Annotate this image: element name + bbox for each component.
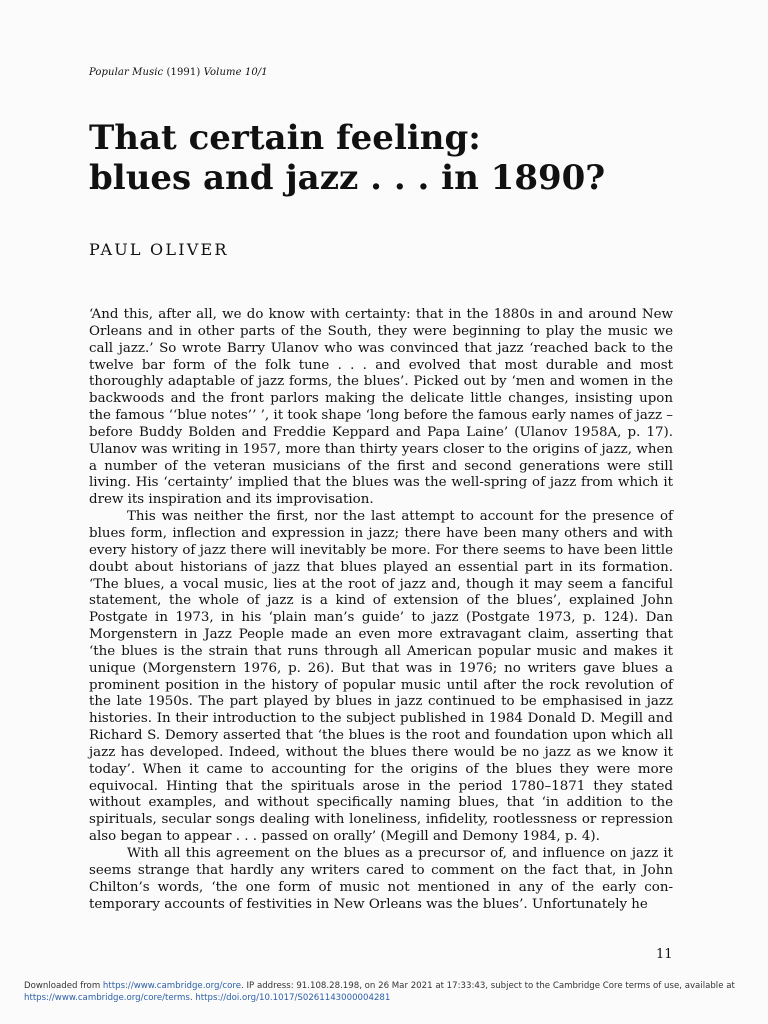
article-title — [89, 118, 689, 198]
footer-middle: . IP address: 91.108.28.198, on 26 Mar 2021 at 17:33:43, subject to the Cambridge Core terms of use, available at — [241, 981, 735, 991]
download-footer — [24, 980, 764, 1004]
journal-issue: (1991) — [166, 67, 201, 78]
paragraph-3: With all this agreement on the blues as a precursor of, and influence on jazz it seems strange that hardly any writers cared to comment on the fact that, in John Chilton’s words, ‘the one form of music not mentioned in any of the early con-temporary accounts of festivities in New Orleans was the blues’. Unfortunately he — [89, 846, 673, 912]
title-line-1: That certain feeling: — [89, 118, 481, 158]
footer-separator: . — [189, 993, 196, 1003]
footer-prefix: Downloaded from — [24, 981, 103, 991]
author-name: PAUL OLIVER — [89, 240, 229, 259]
journal-header — [89, 67, 268, 78]
paragraph-1: ‘And this, after all, we do know with certainty: that in the 1880s in and around New Orleans and in other parts of the South, they were beginning to play the music we call jazz.’ So wrote Barry Ulanov who was convinced that jazz ‘reached back to the twelve bar form of the folk tune . . . and evolved that most durable and most thoroughly adaptable of jazz forms, the blues’. Picked out by ‘men and women in the backwoods and the front parlors making the delicate little changes, insisting upon the famous ‘‘blue notes’’ ’, it took shape ‘long before the famous early names of jazz – before Buddy Bolden and Freddie Keppard and Papa Laine’ (Ulanov 1958A, p. 17). Ulanov was writing in 1957, more than thirty years closer to the origins of jazz, when a number of the veteran musicians of the first and second generations were still living. His ‘certainty’ implied that the blues was the well-spring of jazz from which it drew its inspiration and its improvisation. — [89, 307, 673, 508]
journal-volume: Volume 10/1 — [203, 67, 268, 78]
cambridge-core-link[interactable]: https://www.cambridge.org/core — [102, 981, 242, 991]
journal-name: Popular Music — [89, 67, 164, 78]
title-line-2: blues and jazz . . . in 1890? — [89, 158, 606, 198]
terms-link[interactable]: https://www.cambridge.org/core/terms — [24, 993, 190, 1003]
doi-link[interactable]: https://doi.org/10.1017/S0261143000004281 — [195, 993, 391, 1003]
page-number: 11 — [656, 947, 673, 962]
article-body — [89, 307, 673, 913]
paragraph-2: This was neither the first, nor the last attempt to account for the presence of blues form, inflection and expression in jazz; there have been many others and with every history of jazz there will inevitably be more. For there seems to have been little doubt about historians of jazz that blues played an essential part in its formation. ‘The blues, a vocal music, lies at the root of jazz and, though it may seem a fanciful statement, the whole of jazz is a kind of extension of the blues’, explained John Postgate in 1973, in his ‘plain man’s guide’ to jazz (Postgate 1973, p. 124). Dan Morgenstern in Jazz People made an even more extravagant claim, asserting that ‘the blues is the strain that runs through all American popular music and makes it unique (Morgenstern 1976, p. 26). But that was in 1976; no writers gave blues a prominent position in the history of popular music until after the rock revolution of the late 1950s. The part played by blues in jazz continued to be emphasised in jazz histories. In their introduction to the subject published in 1984 Donald D. Megill and Richard S. Demory asserted that ‘the blues is the root and foundation upon which all jazz has developed. Indeed, without the blues there would be no jazz as we know it today’. When it came to accounting for the origins of the blues they were more equivocal. Hinting that the spirituals arose in the period 1780–1871 they stated without examples, and without specifically naming blues, that ‘in addition to the spirituals, secular songs dealing with loneliness, infidelity, rootlessness or repression also began to appear . . . passed on orally’ (Megill and Demony 1984, p. 4). — [89, 509, 673, 845]
